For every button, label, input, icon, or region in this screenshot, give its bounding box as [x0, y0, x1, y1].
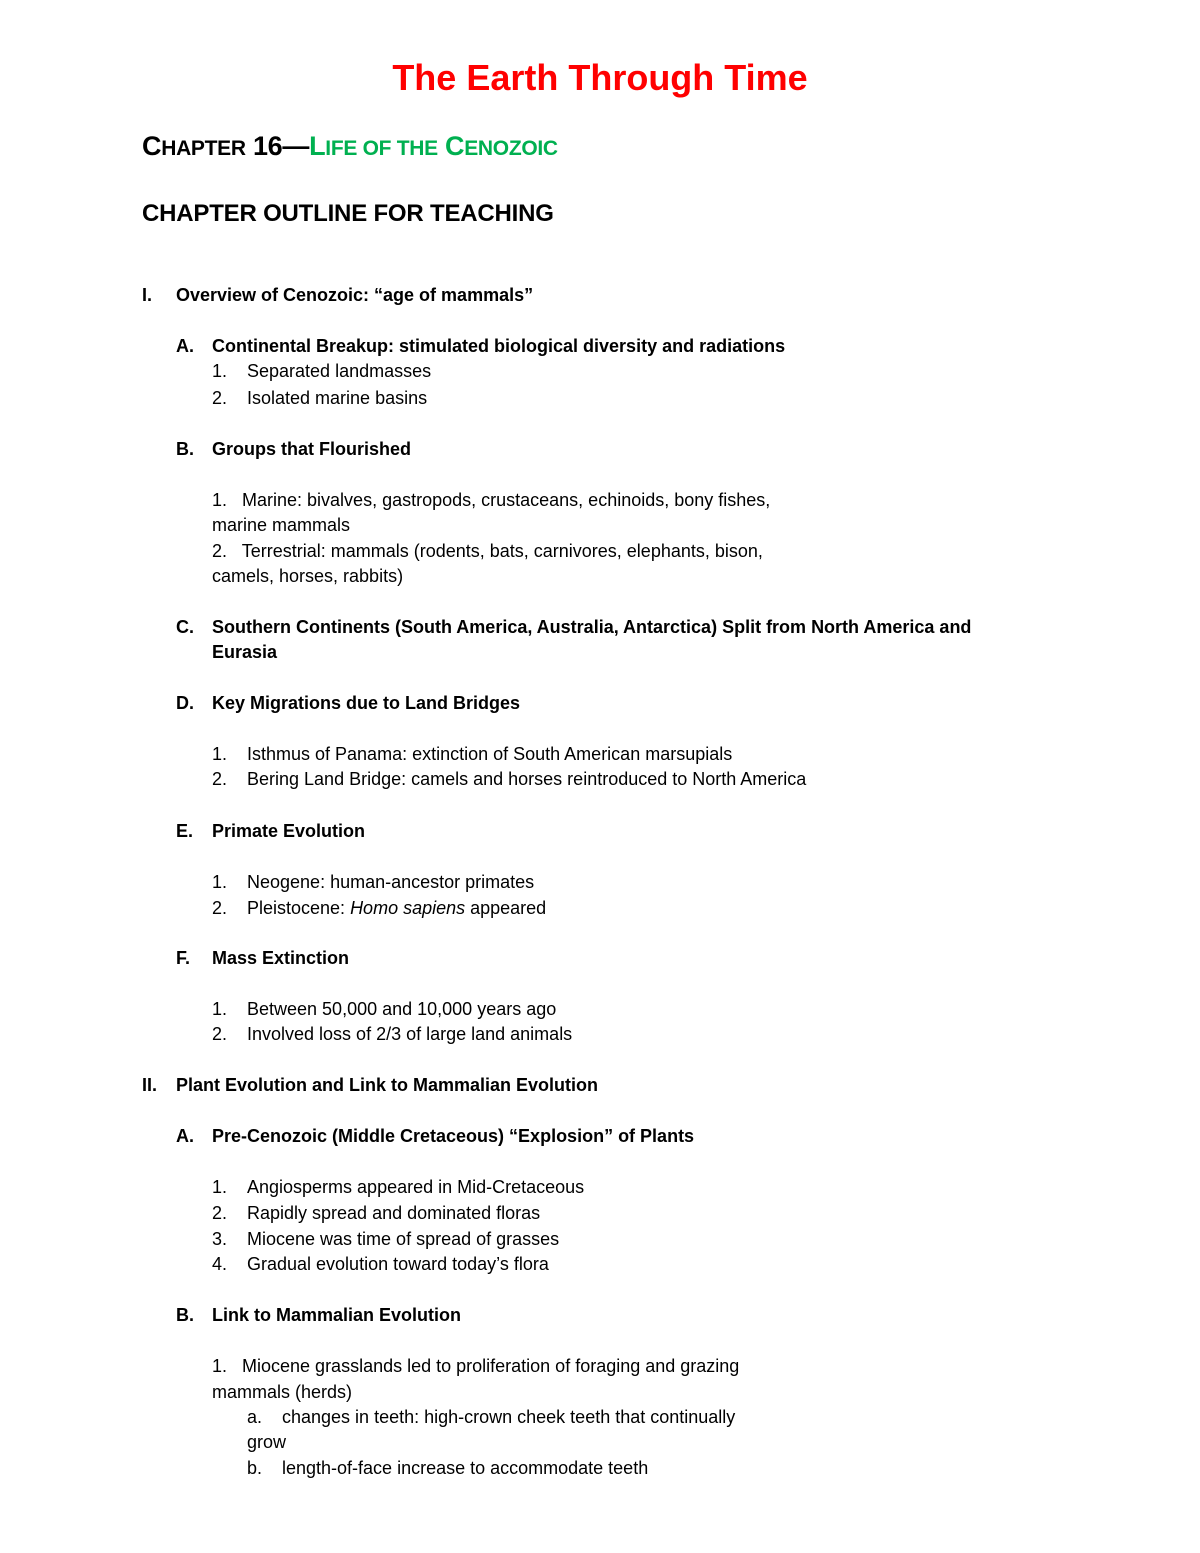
item-1d2-text: Bering Land Bridge: camels and horses reintroduced to North America: [247, 769, 807, 789]
item-1d1-marker: 1.: [212, 744, 228, 764]
item-1a-heading: Continental Breakup: stimulated biological diversity and radiations: [212, 336, 786, 356]
item-2b1a-line1: changes in teeth: high-crown cheek teeth that continually: [282, 1407, 736, 1427]
chapter-title-rest2: ENOZOIC: [464, 137, 558, 160]
chapter-title-cap: L: [309, 131, 326, 161]
item-2a3-marker: 3.: [212, 1229, 228, 1249]
item-2b1a-line2: grow: [247, 1432, 287, 1452]
item-1a1-text: Separated landmasses: [247, 361, 432, 381]
item-2a2-text: Rapidly spread and dominated floras: [247, 1203, 541, 1223]
item-1e2-pre: Pleistocene:: [247, 898, 351, 918]
item-1e-heading: Primate Evolution: [212, 821, 366, 841]
item-1a2-marker: 2.: [212, 388, 228, 408]
item-2a-marker: A.: [176, 1126, 194, 1146]
item-1f2-marker: 2.: [212, 1024, 228, 1044]
chapter-prefix-cap: C: [142, 131, 162, 161]
item-2a3-text: Miocene was time of spread of grasses: [247, 1229, 560, 1249]
item-2b1-line2: mammals (herds): [212, 1382, 353, 1402]
item-1d-marker: D.: [176, 693, 194, 713]
chapter-title-cap2: C: [437, 131, 465, 161]
document-title: The Earth Through Time: [392, 57, 808, 98]
item-1d-heading: Key Migrations due to Land Bridges: [212, 693, 521, 713]
item-1e2-marker: 2.: [212, 898, 228, 918]
item-1e2-text: [247, 897, 546, 919]
item-2b-heading: Link to Mammalian Evolution: [212, 1305, 462, 1325]
item-1a2-text: Isolated marine basins: [247, 388, 428, 408]
item-2a4-text: Gradual evolution toward today’s flora: [247, 1254, 549, 1274]
item-2b1b-text: length-of-face increase to accommodate teeth: [282, 1458, 649, 1478]
item-2b-marker: B.: [176, 1305, 194, 1325]
item-1d2-marker: 2.: [212, 769, 228, 789]
item-1b-marker: B.: [176, 439, 194, 459]
item-1b2-line2: camels, horses, rabbits): [212, 566, 404, 586]
item-1f2-text: Involved loss of 2/3 of large land animals: [247, 1024, 573, 1044]
section-1-heading: Overview of Cenozoic: “age of mammals”: [176, 285, 534, 305]
item-1b1-line1: 1. Marine: bivalves, gastropods, crustaceans, echinoids, bony fishes,: [212, 490, 771, 510]
chapter-title-rest: IFE OF THE: [325, 137, 438, 160]
item-1f-marker: F.: [176, 948, 191, 968]
item-2b1b-marker: b.: [247, 1458, 263, 1478]
item-1f-heading: Mass Extinction: [212, 948, 350, 968]
section-1-marker: I.: [142, 285, 153, 305]
item-2a2-marker: 2.: [212, 1203, 228, 1223]
section-2-marker: II.: [142, 1075, 158, 1095]
item-1e1-text: Neogene: human-ancestor primates: [247, 872, 535, 892]
chapter-number: 16—: [245, 131, 310, 161]
section-2-heading: Plant Evolution and Link to Mammalian Evolution: [176, 1075, 599, 1095]
item-2a-heading: Pre-Cenozoic (Middle Cretaceous) “Explosion” of Plants: [212, 1126, 695, 1146]
item-1f1-text: Between 50,000 and 10,000 years ago: [247, 999, 557, 1019]
item-1d1-text: Isthmus of Panama: extinction of South American marsupials: [247, 744, 733, 764]
item-1b-heading: Groups that Flourished: [212, 439, 412, 459]
item-1c-heading-line2: Eurasia: [212, 642, 278, 662]
item-1b2-line1: 2. Terrestrial: mammals (rodents, bats, carnivores, elephants, bison,: [212, 541, 763, 561]
item-1e2-species: Homo sapiens: [350, 898, 466, 918]
item-1a-marker: A.: [176, 336, 194, 356]
item-2b1a-marker: a.: [247, 1407, 263, 1427]
item-2a1-text: Angiosperms appeared in Mid-Cretaceous: [247, 1177, 585, 1197]
item-1c-marker: C.: [176, 617, 194, 637]
item-1f1-marker: 1.: [212, 999, 228, 1019]
item-1a1-marker: 1.: [212, 361, 228, 381]
chapter-prefix-rest: HAPTER: [161, 137, 246, 160]
item-1e2-post: appeared: [465, 898, 547, 918]
item-1b1-line2: marine mammals: [212, 515, 351, 535]
item-1e-marker: E.: [176, 821, 194, 841]
item-1e1-marker: 1.: [212, 872, 228, 892]
outline-heading: CHAPTER OUTLINE FOR TEACHING: [142, 200, 554, 227]
item-2b1-line1: 1. Miocene grasslands led to proliferation of foraging and grazing: [212, 1356, 740, 1376]
item-2a4-marker: 4.: [212, 1254, 228, 1274]
item-1c-heading-line1: Southern Continents (South America, Australia, Antarctica) Split from North America and: [212, 617, 972, 637]
item-2a1-marker: 1.: [212, 1177, 228, 1197]
chapter-heading: [142, 130, 558, 165]
